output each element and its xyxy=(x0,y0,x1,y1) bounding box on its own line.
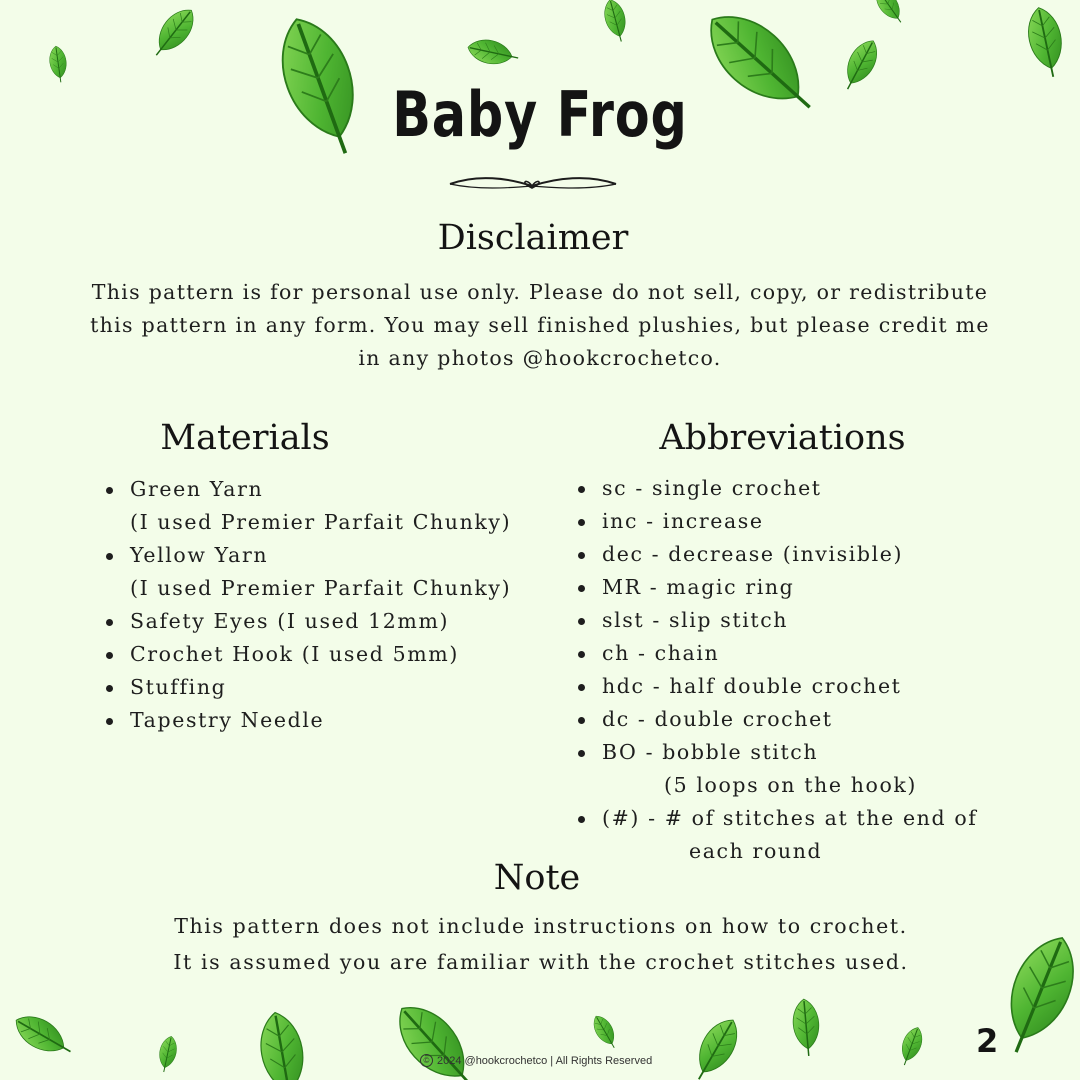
abbreviation-label: ch - chain xyxy=(602,641,720,665)
disclaimer-line: this pattern in any form. You may sell finished plushies, but please credit me xyxy=(90,313,990,337)
list-item xyxy=(578,538,977,571)
leaf-icon xyxy=(686,1012,747,1080)
abbreviation-label: inc - increase xyxy=(602,509,764,533)
list-item xyxy=(106,605,511,638)
abbreviation-label: sc - single crochet xyxy=(602,476,822,500)
material-label: Green Yarn xyxy=(130,477,264,501)
note-text xyxy=(60,908,1022,980)
abbreviation-note: each round xyxy=(689,839,823,863)
copyright-text: 2024 @hookcrochetco | All Rights Reserved xyxy=(437,1054,653,1067)
abbreviation-label: slst - slip stitch xyxy=(602,608,789,632)
list-item xyxy=(578,637,977,670)
note-heading: Note xyxy=(493,858,581,898)
disclaimer-heading: Disclaimer xyxy=(437,218,629,258)
abbreviation-label: dec - decrease (invisible) xyxy=(602,542,904,566)
abbreviation-label: BO - bobble stitch xyxy=(602,740,819,764)
leaf-icon xyxy=(1023,4,1069,80)
material-label: Safety Eyes (I used 12mm) xyxy=(130,609,450,633)
leaf-icon xyxy=(9,1008,77,1064)
heart-divider-icon xyxy=(448,170,618,194)
material-label: Crochet Hook (I used 5mm) xyxy=(130,642,459,666)
material-label: Stuffing xyxy=(130,675,227,699)
abbreviations-heading: Abbreviations xyxy=(659,418,906,458)
abbreviations-list xyxy=(578,472,977,868)
copyright-notice xyxy=(420,1054,652,1067)
materials-heading: Materials xyxy=(160,418,330,458)
copyright-icon: © xyxy=(420,1054,433,1067)
list-item xyxy=(578,604,977,637)
list-item xyxy=(106,638,511,671)
material-label: Tapestry Needle xyxy=(130,708,325,732)
leaf-icon xyxy=(48,45,69,83)
disclaimer-line: in any photos @hookcrochetco. xyxy=(358,346,722,370)
list-item xyxy=(106,671,511,704)
disclaimer-text xyxy=(60,276,1020,375)
list-item xyxy=(578,472,977,505)
leaf-icon xyxy=(896,1025,926,1069)
list-item xyxy=(578,703,977,736)
page-title: Baby Frog xyxy=(392,78,688,151)
list-item xyxy=(578,505,977,538)
leaf-icon xyxy=(601,0,631,44)
note-line: It is assumed you are familiar with the crochet stitches used. xyxy=(173,950,909,974)
list-item xyxy=(106,473,511,539)
list-item xyxy=(578,670,977,703)
list-item xyxy=(106,704,511,737)
materials-list xyxy=(106,473,511,737)
list-item xyxy=(578,736,977,802)
abbreviation-label: dc - double crochet xyxy=(602,707,833,731)
leaf-icon xyxy=(466,36,521,69)
leaf-icon xyxy=(589,1012,621,1052)
abbreviation-label: MR - magic ring xyxy=(602,575,795,599)
leaf-icon xyxy=(146,2,201,63)
material-label: Yellow Yarn xyxy=(130,543,269,567)
note-line: This pattern does not include instructions on how to crochet. xyxy=(174,914,908,938)
material-note: (I used Premier Parfait Chunky) xyxy=(130,510,512,534)
material-note: (I used Premier Parfait Chunky) xyxy=(130,576,512,600)
list-item xyxy=(578,571,977,604)
leaf-icon xyxy=(255,1009,311,1080)
list-item xyxy=(106,539,511,605)
disclaimer-line: This pattern is for personal use only. Please do not sell, copy, or redistribute xyxy=(91,280,989,304)
abbreviation-label: (#) - # of stitches at the end of xyxy=(602,806,978,830)
leaf-icon xyxy=(156,1035,180,1074)
abbreviation-note: (5 loops on the hook) xyxy=(664,773,918,797)
abbreviation-label: hdc - half double crochet xyxy=(602,674,902,698)
page-number: 2 xyxy=(976,1022,999,1060)
leaf-icon xyxy=(871,0,909,27)
leaf-icon xyxy=(791,998,821,1057)
